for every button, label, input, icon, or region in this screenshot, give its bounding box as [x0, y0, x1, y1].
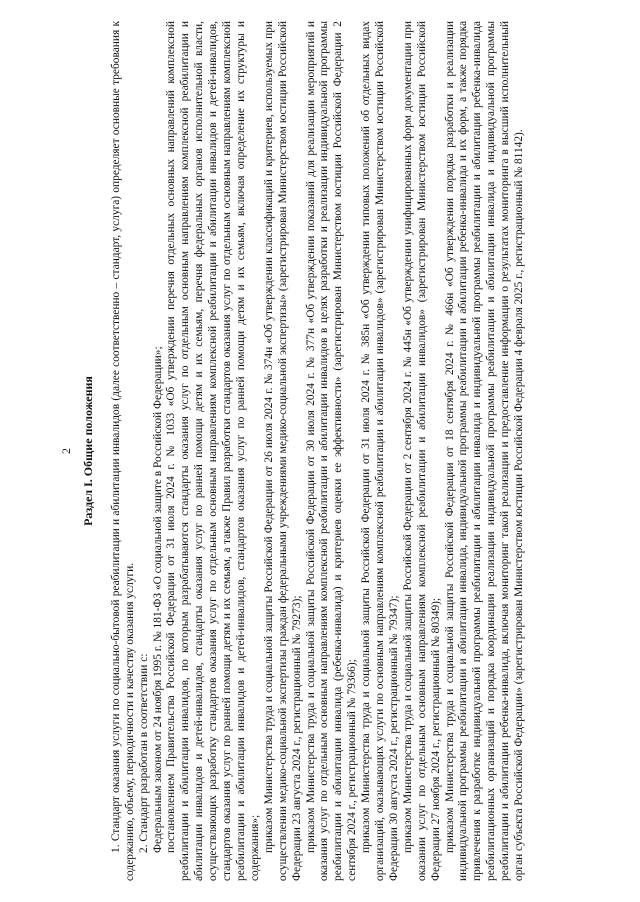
paragraph-9: приказом Министерства труда и социальной защиты Российской Федерации от 18 сентября 2024 г. № 466н «Об утверждении порядка разработки и реализации индивидуальной программы реабилитации и абилитации инвалида, индивидуальной программы реабилитации и абилитации ребенка-инвалида и их форм, а также порядка привлечения к разработке индивидуальной программы реабилитации и абилитации инвалида и индивидуальной программы реабилитации и абилитации ребенка-инвалида реабилитационных организаций и порядка координации реализации индивидуальной программы реабилитации и абилитации инвалида и индивидуальной программы реабилитации и абилитации ребенка-инвалида, включая мониторинг такой реализации и предоставление информации о результатах мониторинга в высший исполнительный орган субъекта Российской Федерации» (зарегистрирован Министерством юстиции Российской Федерации 4 февраля 2025 г., регистрационный № 81142). — [443, 21, 526, 881]
page-number: 2 — [59, 448, 73, 454]
paragraph-4: постановлением Правительства Российской Федерации от 31 июля 2024 г. № 1033 «Об утверждении перечня отдельных основных направлений комплексной реабилитации и абилитации инвалидов, по которым разрабатываются стандарты оказания услуг по отдельным основным направлениям комплексной реабилитации и абилитации инвалидов и детей-инвалидов, стандарты оказания услуг по ранней помощи детям и их семьям, перечня федеральных органов исполнительной власти, осуществляющих разработку стандартов оказания услуг по отдельным основным направлениям комплексной реабилитации и абилитации инвалидов и детей-инвалидов, стандартов оказания услуг по ранней помощи детям и их семьям, а также Правил разработки стандартов оказания услуг по отдельным основным направлениям комплексной реабилитации и абилитации инвалидов и детей-инвалидов, стандартов оказания услуг по ранней помощи детям и их семьям, включая определение их структуры и содержания»; — [165, 21, 261, 881]
paragraph-3: Федеральным законом от 24 ноября 1995 г. № 181-ФЗ «О социальной защите в Российской Федерации»; — [151, 346, 164, 853]
paragraph-1: 1. Стандарт оказания услуги по социально-бытовой реабилитации и абилитации инвалидов (далее соответственно – стандарт, услуга) определяет основные требования к содержанию, объему, периодичности и качеству оказания услуги. — [109, 21, 136, 881]
paragraph-6: приказом Министерства труда и социальной защиты Российской Федерации от 30 июля 2024 г. № 377н «Об утверждении показаний для реализации мероприятий и оказания услуг по отдельным основным направлениям комплексной реабилитации и абилитации инвалидов в целях разработки и реализации индивидуальной программы реабилитации и абилитации инвалида (ребенка-инвалида) и критериев оценки ее эффективности» (зарегистрирован Министерством юстиции Российской Федерации 2 сентября 2024 г., регистрационный № 79366); — [304, 21, 359, 881]
section-title: Раздел I. Общие положения — [80, 376, 95, 526]
rotated-text-block — [60, 21, 580, 881]
paragraph-5: приказом Министерства труда и социальной защиты Российской Федерации от 26 июля 2024 г. № 374н «Об утверждении классификаций и критериев, используемых при осуществлении медико-социальной экспертизы граждан федеральными учреждениями медико-социальной экспертизы» (зарегистрирован Министерством юстиции Российской Федерации 23 августа 2024 г., регистрационный № 79273); — [262, 21, 303, 881]
paragraph-7: приказом Министерства труда и социальной защиты Российской Федерации от 31 июля 2024 г. № 385н «Об утверждении типовых положений об отдельных видах организаций, оказывающих услуги по основным направлениям комплексной реабилитации и абилитации инвалидов» (зарегистрирован Министерством юстиции Российской Федерации 30 августа 2024 г., регистрационный № 79347); — [360, 21, 400, 881]
paragraph-8: приказом Министерства труда и социальной защиты Российской Федерации от 2 сентября 2024 г. № 445н «Об утверждении унифицированных форм документации при оказании услуг по отдельным основным направлениям комплексной реабилитации и абилитации инвалидов» (зарегистрирован Министерством юстиции Российской Федерации 27 ноября 2024 г., регистрационный № 80349); — [401, 21, 442, 881]
paragraph-2: 2. Стандарт разработан в соответствии с: — [137, 653, 150, 853]
